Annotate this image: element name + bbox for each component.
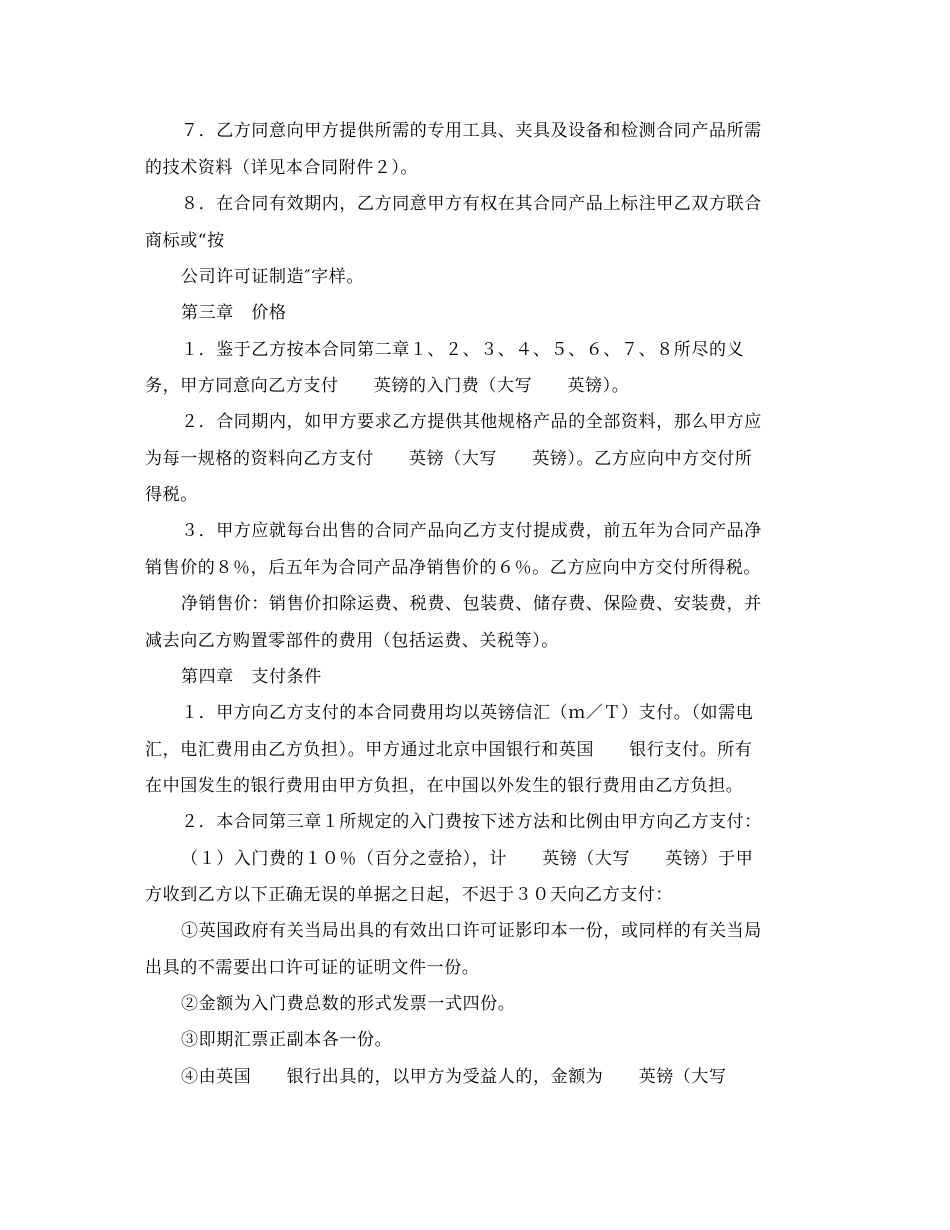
payment-clause-1-line-1: １．甲方向乙方支付的本合同费用均以英镑信汇（ｍ／Ｔ）支付。（如需电 [181,703,754,723]
chapter-4-heading: 第四章 支付条件 [181,667,322,687]
payment-subclause-1-line-1: （１）入门费的１０％（百分之壹拾），计 英镑（大写 英镑）于甲 [181,849,754,869]
document-item-2: ②金额为入门费总数的形式发票一式四份。 [181,994,516,1014]
payment-clause-1-line-3: 在中国发生的银行费用由甲方负担，在中国以外发生的银行费用由乙方负担。 [145,776,744,796]
price-clause-2-line-1: ２．合同期内，如甲方要求乙方提供其他规格产品的全部资料，那么甲方应 [181,412,762,432]
clause-8-line-2: 商标或“按 [145,231,225,251]
price-clause-1-line-2: 务，甲方同意向乙方支付 英镑的入门费（大写 英镑）。 [145,376,630,396]
document-item-4: ④由英国 银行出具的，以甲方为受益人的，金额为 英镑（大写 [181,1067,727,1087]
price-clause-3-line-1: ３．甲方应就每台出售的合同产品向乙方支付提成费，前五年为合同产品净 [181,521,762,541]
payment-clause-2-line-1: ２．本合同第三章１所规定的入门费按下述方法和比例由甲方向乙方支付： [181,812,762,832]
price-clause-2-line-3: 得税。 [145,485,198,505]
price-clause-1-line-1: １．鉴于乙方按本合同第二章１、２、３、４、５、６、７、８所尽的义 [181,340,745,360]
clause-8-line-3: 公司许可证制造″字样。 [181,267,364,287]
clause-7-line-1: ７．乙方同意向甲方提供所需的专用工具、夹具及设备和检测合同产品所需 [181,121,762,141]
document-item-3: ③即期汇票正副本各一份。 [181,1030,393,1050]
clause-7-line-2: 的技术资料（详见本合同附件２）。 [145,158,419,178]
net-price-definition-line-2: 减去向乙方购置零部件的费用（包括运费、关税等）。 [145,631,559,651]
clause-8-line-1: ８．在合同有效期内，乙方同意甲方有权在其合同产品上标注甲乙双方联合 [181,194,762,214]
net-price-definition-line-1: 净销售价：销售价扣除运费、税费、包装费、储存费、保险费、安装费，并 [181,594,762,614]
document-item-1-line-1: ①英国政府有关当局出具的有效出口许可证影印本一份，或同样的有关当局 [181,921,762,941]
payment-clause-1-line-2: 汇，电汇费用由乙方负担）。甲方通过北京中国银行和英国 银行支付。所有 [145,740,753,760]
price-clause-3-line-2: 销售价的８％，后五年为合同产品净销售价的６％。乙方应向中方交付所得税。 [145,558,761,578]
chapter-3-heading: 第三章 价格 [181,303,287,323]
payment-subclause-1-line-2: 方收到乙方以下正确无误的单据之日起，不迟于３０天向乙方支付： [145,885,673,905]
price-clause-2-line-2: 为每一规格的资料向乙方支付 英镑（大写 英镑）。乙方应向中方交付所 [145,449,753,469]
document-item-1-line-2: 出具的不需要出口许可证的证明文件一份。 [145,958,480,978]
